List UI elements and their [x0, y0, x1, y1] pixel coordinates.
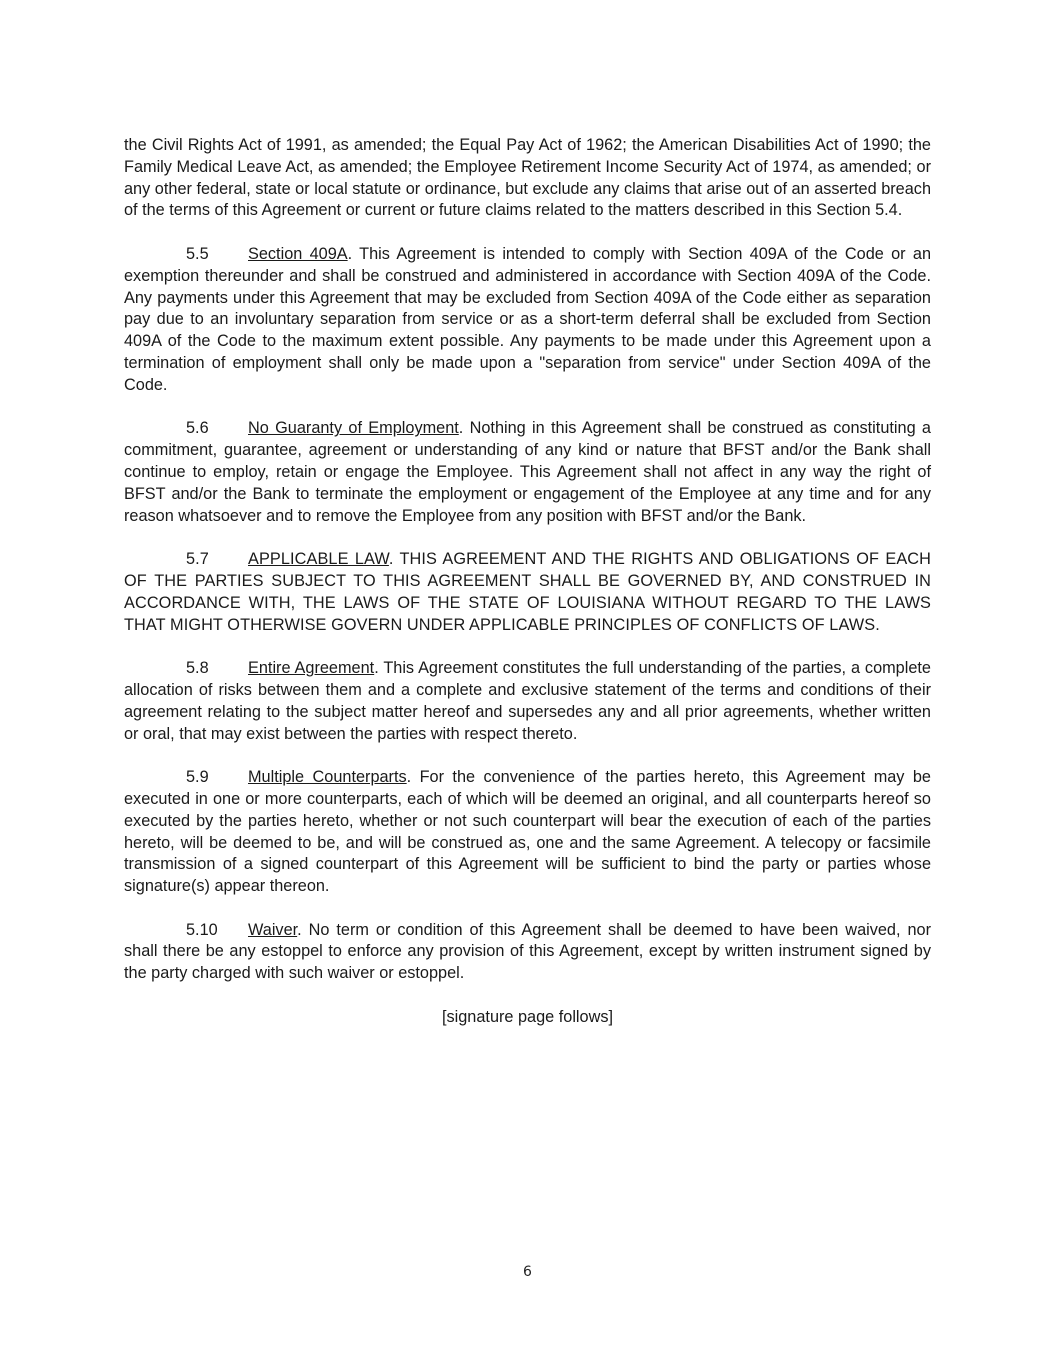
section-text: . Nothing in this Agreement shall be construed as constituting a commitment, guarantee, agreement or understanding of any kind or nature that BFST and/or the Bank shall continue to employ, retain or engage the Employee. This Agreement shall not affect in any way the right of BFST and/or the Bank to terminate the employment or engagement of the Employee at any time and for any reason whatsoever and to remove the Employee from any position with BFST and/or the Bank.	[124, 419, 931, 525]
section-number: 5.9	[186, 768, 209, 787]
section-heading: No Guaranty of Employment	[248, 419, 459, 438]
intro-paragraph: the Civil Rights Act of 1991, as amended; the Equal Pay Act of 1962; the American Disabilities Act of 1990; the Family Medical Leave Act, as amended; the Employee Retirement Income Security Act of 1974, as amended; or any other federal, state or local statute or ordinance, but exclude any claims that arise out of an asserted breach of the terms of this Agreement or current or future claims related to the matters described in this Section 5.4.	[124, 136, 931, 220]
section-heading: Entire Agreement	[248, 659, 375, 678]
section-5-7	[124, 549, 931, 636]
section-text: . This Agreement is intended to comply with Section 409A of the Code or an exemption thereunder and shall be construed and administered in accordance with Section 409A of the Code. Any payments under this Agreement that may be excluded from Section 409A of the Code either as separation pay due to an involuntary separation from service or as a short-term deferral shall be excluded from Section 409A of the Code to the maximum extent possible. Any payments to be made under this Agreement upon a termination of employment shall only be made upon a "separation from service" under Section 409A of the Code.	[124, 244, 931, 394]
section-text: . THIS AGREEMENT AND THE RIGHTS AND OBLIGATIONS OF EACH OF THE PARTIES SUBJECT TO THIS AGREEMENT SHALL BE GOVERNED BY, AND CONSTRUED IN ACCORDANCE WITH, THE LAWS OF THE STATE OF LOUISIANA WITHOUT REGARD TO THE LAWS THAT MIGHT OTHERWISE GOVERN UNDER APPLICABLE PRINCIPLES OF CONFLICTS OF LAWS.	[124, 550, 931, 634]
section-heading: Section 409A	[248, 244, 348, 263]
section-heading: APPLICABLE LAW	[248, 550, 389, 569]
page-number: 6	[523, 1264, 532, 1280]
section-5-6	[124, 418, 931, 527]
section-5-8	[124, 658, 931, 745]
signature-note: [signature page follows]	[441, 1007, 614, 1026]
section-heading: Waiver	[248, 920, 298, 939]
section-heading: Multiple Counterparts	[248, 768, 407, 787]
section-number: 5.5	[186, 244, 209, 263]
section-5-5	[124, 244, 931, 397]
section-5-9	[124, 767, 931, 898]
section-text: . No term or condition of this Agreement shall be deemed to have been waived, nor shall there be any estoppel to enforce any provision of this Agreement, except by written instrument signed by the party charged with such waiver or estoppel.	[124, 920, 931, 983]
section-text: . For the convenience of the parties hereto, this Agreement may be executed in one or more counterparts, each of which will be deemed an original, and all counterparts hereof so executed by the parties hereto, whether or not such counterpart will bear the execution of each of the parties hereto, will be deemed to be, and will be construed as, one and the same Agreement. A telecopy or facsimile transmission of a signed counterpart of this Agreement will be sufficient to bind the party or parties whose signature(s) appear thereon.	[124, 768, 931, 896]
section-number: 5.6	[186, 419, 209, 438]
section-number: 5.10	[186, 920, 218, 939]
section-text: . This Agreement constitutes the full understanding of the parties, a complete allocation of risks between them and a complete and exclusive statement of the terms and conditions of their agreement relating to the subject matter hereof and supersedes any and all prior agreements, whether written or oral, that may exist between the parties with respect thereto.	[124, 659, 931, 743]
section-5-10	[124, 920, 931, 985]
document-body	[124, 135, 931, 1029]
section-number: 5.7	[186, 550, 209, 569]
section-number: 5.8	[186, 659, 209, 678]
